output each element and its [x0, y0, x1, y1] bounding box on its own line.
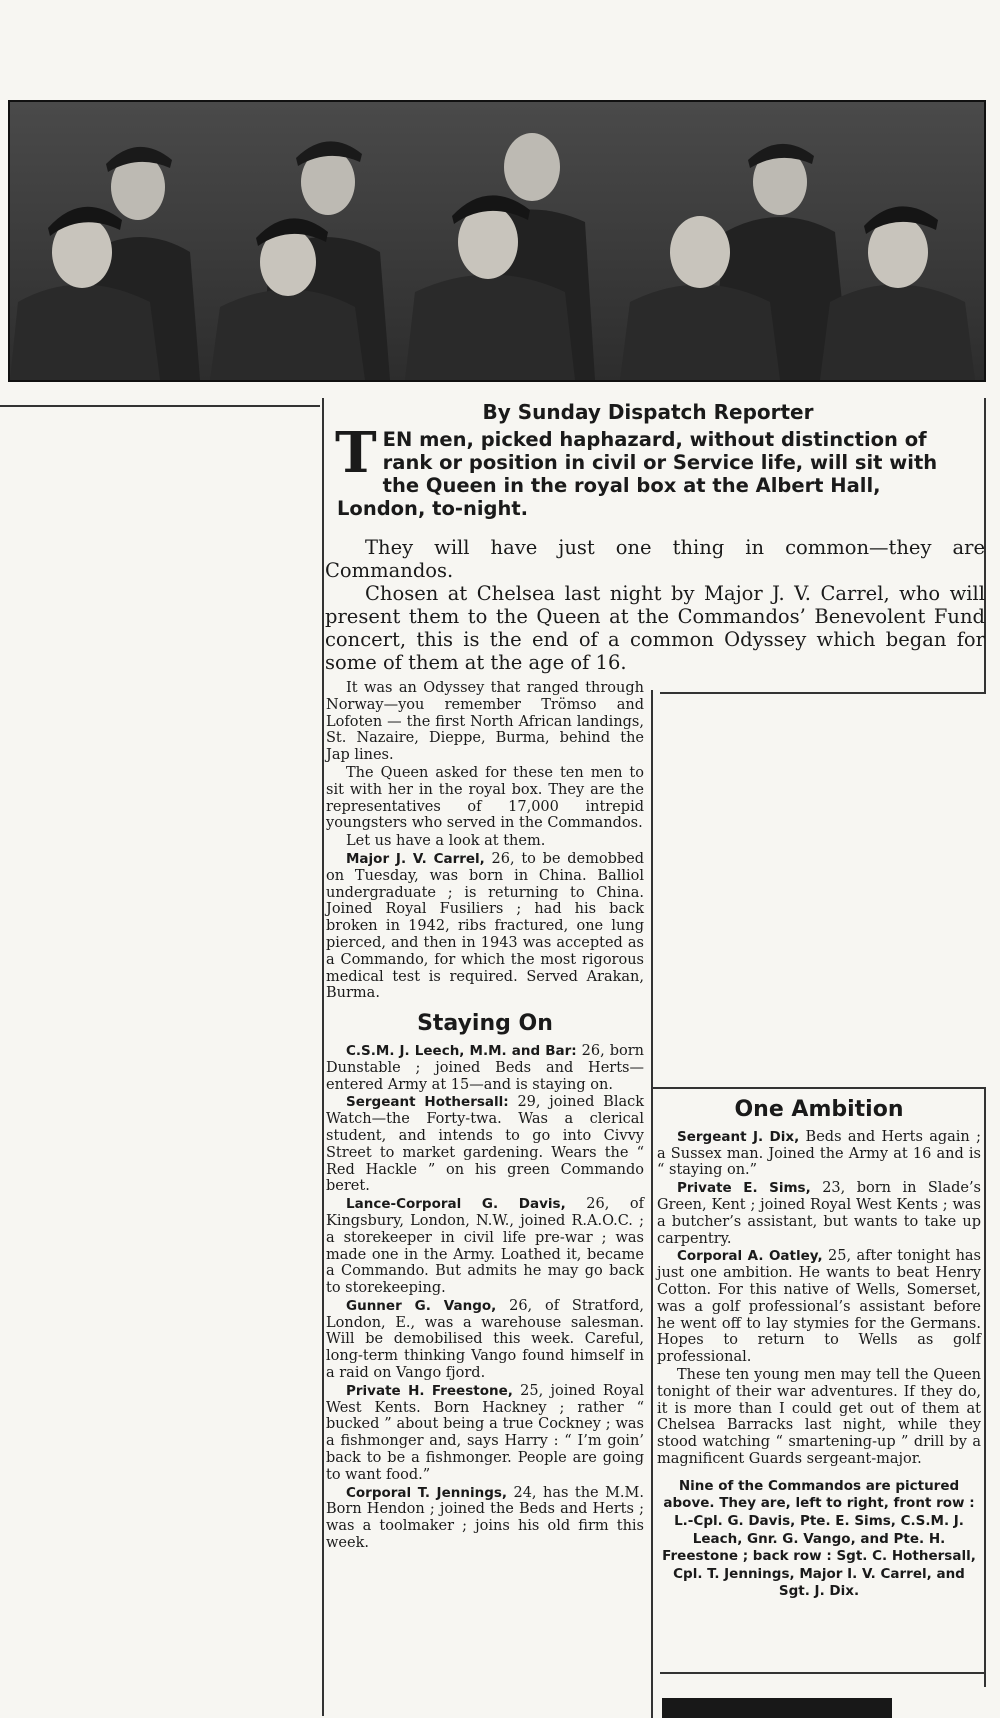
body-paragraph: The Queen asked for these ten men to sit with her in the royal box. They are the representatives of 17,000 intrepid youngsters who served in the Commandos. [326, 764, 644, 832]
profile-text: Beds and Herts again ; a Sussex man. Joined the Army at 16 and is “ staying on.” [657, 1128, 981, 1179]
col2-top-rule [653, 1087, 986, 1089]
left-top-rule [0, 405, 320, 407]
main-left-border [322, 398, 324, 1716]
profile-name: Private E. Sims, [677, 1180, 811, 1197]
profile-name: Major J. V. Carrel, [346, 850, 485, 867]
photo-caption: Nine of the Commandos are pictured above. They are, left to right, front row : L.-Cpl. G. Davis, Pte. E. Sims, C.S.M. J. Leach, Gnr. G. Vango, and Pte. H. Freestone ; back row : Sgt. C. Hothersall, Cpl. T. Jennings, Major I. V. Carrel, and Sgt. J. Dix. [662, 1477, 976, 1600]
intro-text [325, 536, 985, 674]
column-left [326, 680, 644, 1553]
profile-text: 26, of Kingsbury, London, N.W., joined R.A.O.C. ; a storekeeper in civil life pre-war ; was made one in the Army. Loathed it, became a Commando. But admits he may go back to storekeeping. [326, 1196, 644, 1297]
column-right [657, 1094, 981, 1601]
lead-text: EN men, picked haphazard, without distinction of rank or position in civil or Service life, will sit with the Queen in the royal box at the Albert Hall, London, to-night. [337, 428, 938, 520]
commandos-figures [10, 102, 984, 380]
profile-name: Corporal T. Jennings, [346, 1484, 508, 1501]
profile-name: Private H. Freestone, [346, 1382, 513, 1399]
lead-paragraph [335, 420, 975, 520]
profile-paragraph [326, 1043, 644, 1093]
profile-name: Lance-Corporal G. Davis, [346, 1196, 566, 1213]
caption-bottom-rule [660, 1672, 986, 1674]
profile-paragraph [326, 1383, 644, 1484]
byline: By Sunday Dispatch Reporter [482, 400, 814, 424]
profile-paragraph [657, 1129, 981, 1179]
subhead-one-ambition: One Ambition [734, 1097, 904, 1122]
profile-text: 25, after tonight has just one ambition. He wants to beat Henry Cotton. For this native of Wells, Somerset, was a golf professional’s assistant before he went off to lay stymies for the Germans. Hopes to return to Wells as golf professional. [657, 1248, 981, 1366]
col2-right-border [984, 1087, 986, 1687]
subhead-staying-on: Staying On [417, 1011, 553, 1037]
body-paragraph: It was an Odyssey that ranged through Norway—you remember Trömso and Lofoten — the first North African landings, St. Nazaire, Dieppe, Burma, behind the Jap lines. [326, 680, 644, 764]
profile-carrel [326, 851, 644, 1002]
next-article-heading-fragment [662, 1698, 892, 1718]
body-paragraph: Let us have a look at them. [346, 833, 546, 850]
profile-paragraph [326, 1094, 644, 1195]
profile-text: 26, of Stratford, London, E., was a warehouse salesman. Will be demobilised this week. Careful, long-term thinking Vango found himself in a raid on Vango fjord. [326, 1297, 644, 1382]
profile-name: Sergeant Hothersall: [346, 1094, 509, 1111]
profile-text: 26, born Dunstable ; joined Beds and Herts—entered Army at 15—and is staying on. [326, 1042, 644, 1093]
profile-text: 24, has the M.M. Born Hendon ; joined the Beds and Herts ; was a toolmaker ; joins his old firm this week. [326, 1484, 644, 1552]
profile-paragraph [657, 1248, 981, 1366]
profile-name: Gunner G. Vango, [346, 1297, 497, 1314]
profile-paragraph [326, 1298, 644, 1382]
intro-paragraph: They will have just one thing in common—they are Commandos. [325, 536, 985, 582]
profile-text: 26, to be demobbed on Tuesday, was born in China. Balliol undergraduate ; is returning to China. Joined Royal Fusiliers ; had his back broken in 1942, ribs fractured, one lung pierced, and then in 1943 was accepted as a Commando, for which the most rigorous medical test is required. Served Arakan, Burma. [326, 850, 644, 1002]
intro-bottom-rule [660, 692, 986, 694]
profile-name: C.S.M. J. Leech, M.M. and Bar: [346, 1042, 577, 1059]
drop-cap: T [335, 420, 377, 486]
intro-paragraph: Chosen at Chelsea last night by Major J. V. Carrel, who will present them to the Queen at the Commandos’ Benevolent Fund concert, this is the end of a common Odyssey which began for some of them at the age of 16. [325, 582, 985, 674]
profile-paragraph [326, 1196, 644, 1297]
profile-text: 29, joined Black Watch—the Forty-twa. Was a clerical student, and intends to go into Civvy Street to market gardening. Wears the “ Red Hackle ” on his green Commando beret. [326, 1094, 645, 1195]
group-photograph [8, 100, 986, 382]
closing-paragraph: These ten young men may tell the Queen tonight of their war adventures. If they do, it is more than I could get out of them at Chelsea Barracks last night, while they stood watching “ smartening-up ” drill by a magnificent Guards sergeant-major. [657, 1366, 981, 1467]
profile-paragraph [657, 1180, 981, 1247]
profile-name: Corporal A. Oatley, [677, 1248, 823, 1265]
profile-text: 25, joined Royal West Kents. Born Hackney ; rather “ bucked ” about being a true Cockney ; was a fishmonger and, says Harry : “ I’m goin’ back to be a fishmonger. People are going to want food.” [326, 1382, 644, 1483]
column-divider [651, 690, 653, 1718]
profile-name: Sergeant J. Dix, [677, 1128, 800, 1145]
profile-paragraph [326, 1485, 644, 1552]
profile-text: 23, born in Slade’s Green, Kent ; joined Royal West Kents ; was a butcher’s assistant, but wants to take up carpentry. [657, 1180, 982, 1247]
